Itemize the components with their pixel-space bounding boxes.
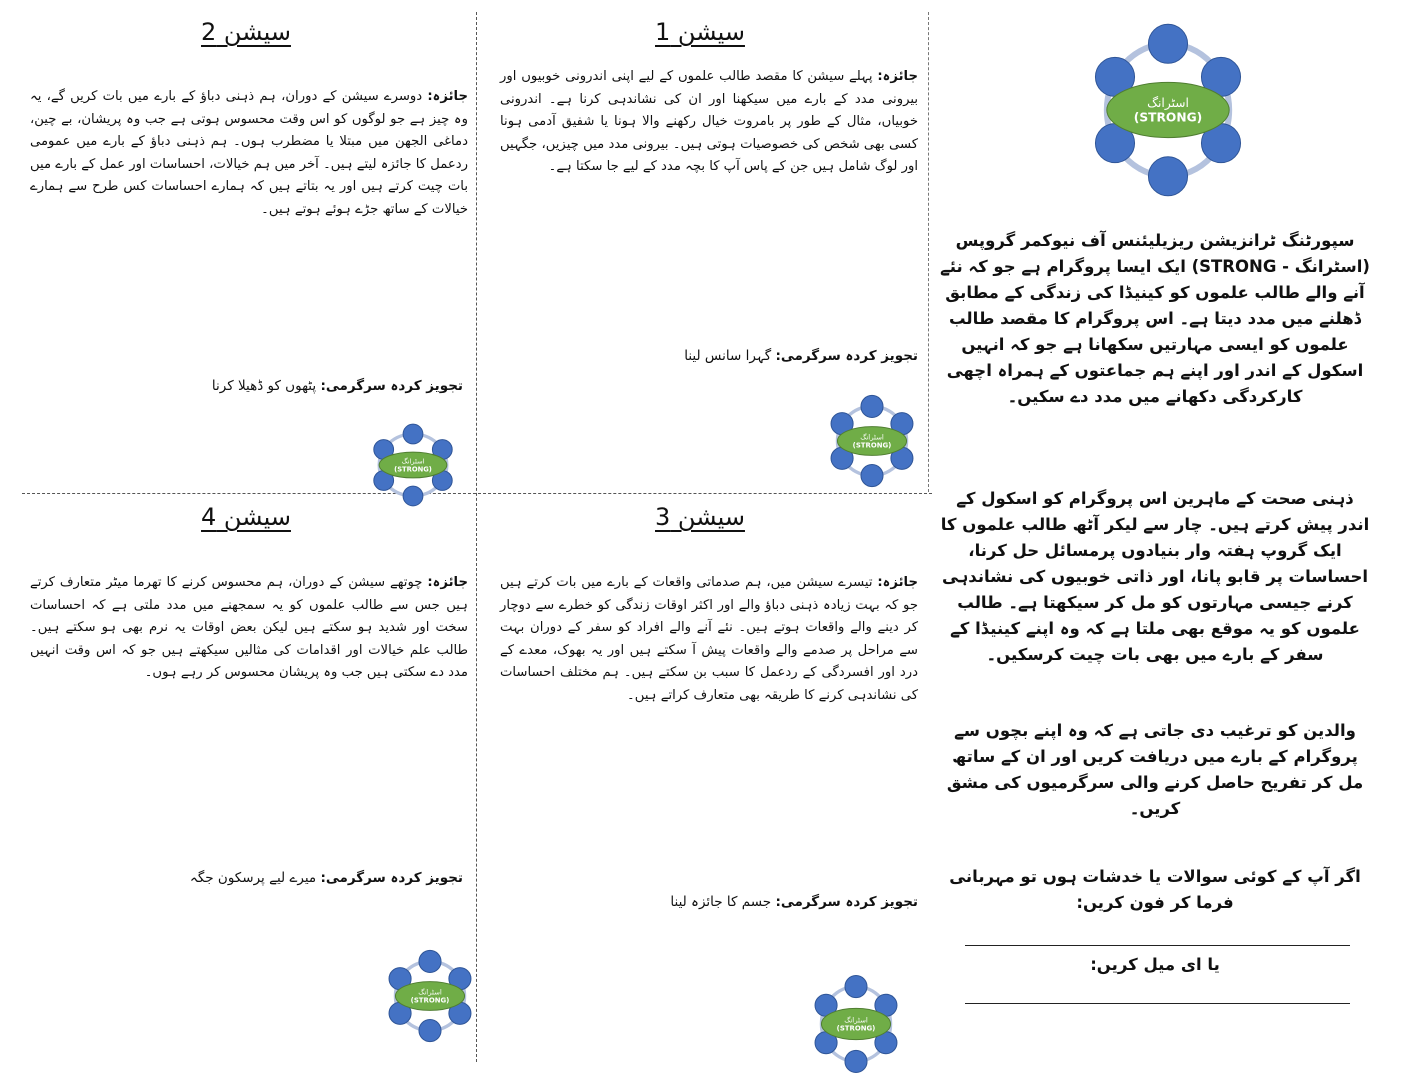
session-1-activity-label: تجویز کردہ سرگرمی: xyxy=(775,348,918,364)
session-2-review-label: جائزہ: xyxy=(427,89,468,104)
email-blank-line xyxy=(965,1003,1350,1004)
session-2-review-text: دوسرے سیشن کے دوران، ہم ذہنی دباؤ کے بارے میں بات کریں گے، یہ وہ چیز ہے جو لوگوں کو اس وقت محسوس ہوتی ہے جب وہ پریشان، بے چین، دماغی الجھن میں مبتلا یا مضطرب ہوں۔ ہم ذہنی دباؤ کے بارے میں عمومی ردعمل کا جائزہ لیتے ہیں۔ آخر میں ہم خیالات، احساسات اور عمل کے بارے میں بات چیت کرتے ہیں اور یہ بتاتے ہیں کہ ہمارے احساسات کس طرح سے ہمارے خیالات کے ساتھ جڑے ہوئے ہوتے ہیں۔ xyxy=(30,89,468,217)
session-4-review-text: چوتھے سیشن کے دوران، ہم محسوس کرنے کا تھرما میٹر متعارف کرتے ہیں جس سے طالب علموں کو یہ سمجھنے میں مدد ملتی ہے کہ احساسات سخت اور شدید ہو سکتے ہیں لیکن بعض اوقات یہ نرم بھی ہو سکتے ہیں۔ طالب علم خیالات اور اقدامات کی مثالیں سیکھتے ہیں جو کہ اس وقت انہیں مدد دے سکتی ہیں جب وہ پریشان محسوس کر رہے ہوں۔ xyxy=(30,575,468,680)
fold-line-vertical xyxy=(476,12,477,1062)
logo-label-en: (STRONG) xyxy=(410,996,450,1005)
logo-label-en: (STRONG) xyxy=(1133,110,1203,125)
strong-logo-session-3 xyxy=(808,972,904,1076)
logo-node xyxy=(845,976,867,998)
logo-node xyxy=(403,424,423,444)
session-1-review-text: پہلے سیشن کا مقصد طالب علموں کے لیے اپنی اندرونی خوبیوں اور بیرونی مدد کے بارے میں سیکھنا اور ان کی نشاندہی کرنا ہے۔ اندرونی خوبیاں، مثال کے طور پر بامروت خیال رکھنے والا ہونا یا شفیق آدمی ہونا کسی بھی شخص کی خصوصیات ہوتی ہیں۔ بیرونی مدد میں چیزیں، جگہیں اور لوگ شامل ہیں جن کے پاس آپ کا بچہ مدد کے لیے جا سکتا ہے۔ xyxy=(500,69,918,174)
logo-label-urdu: اسٹرانگ xyxy=(1147,95,1189,110)
logo-label-en: (STRONG) xyxy=(836,1024,876,1033)
strong-logo-large xyxy=(1083,18,1253,202)
session-3-review-label: جائزہ: xyxy=(877,575,918,590)
session-1-review-label: جائزہ: xyxy=(877,69,918,84)
session-3-review xyxy=(500,572,918,707)
session-4-review-label: جائزہ: xyxy=(427,575,468,590)
session-3-activity-text: جسم کا جائزہ لینا xyxy=(670,894,772,910)
session-2-title: سیشن 2 xyxy=(201,18,291,46)
logo-label-en: (STRONG) xyxy=(394,465,432,474)
logo-node xyxy=(1148,24,1187,63)
session-1-activity-text: گہرا سانس لینا xyxy=(684,348,772,364)
session-4-activity xyxy=(190,870,463,886)
phone-blank-line xyxy=(965,945,1350,946)
contact-phone-prompt: اگر آپ کے کوئی سوالات یا خدشات ہوں تو مہربانی فرما کر فون کریں: xyxy=(949,867,1361,912)
logo-node xyxy=(1148,157,1187,196)
session-3-review-text: تیسرے سیشن میں، ہم صدماتی واقعات کے بارے میں بات کرتے ہیں جو کہ بہت زیادہ ذہنی دباؤ والے اور اکثر اوقات زندگی کو خطرے سے دوچار کر دینے والے واقعات ہوتے ہیں۔ نئے آنے والے افراد کو سفر کے دوران بہت سے مراحل پر صدمے والے واقعات پیش آ سکتے ہیں اور یہ بھوک، معدے کے درد اور افسردگی کے ردعمل کا سبب بن سکتے ہیں۔ ہم مختلف احساسات کی نشاندہی کرنے کا طریقہ بھی متعارف کراتے ہیں۔ xyxy=(500,575,918,703)
logo-label-urdu: اسٹرانگ xyxy=(844,1016,868,1025)
logo-node xyxy=(419,950,441,972)
session-4-activity-label: تجویز کردہ سرگرمی: xyxy=(320,870,463,886)
session-4-activity-text: میرے لیے پرسکون جگہ xyxy=(189,870,317,886)
logo-node xyxy=(861,465,883,487)
logo-label-en: (STRONG) xyxy=(852,441,892,450)
logo-node xyxy=(845,1050,867,1072)
fold-line-horizontal xyxy=(22,493,932,494)
contact-email-prompt: یا ای میل کریں: xyxy=(1090,955,1220,974)
session-2-activity-text: پٹھوں کو ڈھیلا کرنا xyxy=(211,378,317,394)
session-4-review xyxy=(30,572,468,685)
logo-label-urdu: اسٹرانگ xyxy=(860,433,884,442)
logo-node xyxy=(861,395,883,417)
logo-label-urdu: اسٹرانگ xyxy=(418,988,442,997)
session-3-activity-label: تجویز کردہ سرگرمی: xyxy=(775,894,918,910)
session-3-activity xyxy=(670,894,918,910)
session-4-title: سیشن 4 xyxy=(201,503,291,531)
logo-node xyxy=(403,486,423,506)
session-1-title: سیشن 1 xyxy=(655,18,745,46)
intro-paragraph-1: سپورٹنگ ٹرانزیشن ریزیلیئنس آف نیوکمر گروپس (اسٹرانگ - STRONG) ایک ایسا پروگرام ہے جو کہ نئے آنے والے طالب علموں کو کینیڈا کی زندگی کے مطابق ڈھلنے میں مدد دیتا ہے۔ اس پروگرام کا مقصد طالب علموں کو ایسی مہارتیں سکھانا ہے جو کہ انہیں اسکول کے اندر اور اپنے ہم جماعتوں کے ہمراہ اچھی کارکردگی دکھانے میں مدد دے سکیں۔ xyxy=(940,231,1370,406)
logo-node xyxy=(419,1020,441,1042)
session-2-activity-label: تجویز کردہ سرگرمی: xyxy=(320,378,463,394)
session-2-review xyxy=(30,86,468,221)
strong-logo-session-2 xyxy=(366,422,460,508)
strong-logo-session-4 xyxy=(382,948,478,1044)
intro-paragraph-3: والدین کو ترغیب دی جاتی ہے کہ وہ اپنے بچوں سے پروگرام کے بارے میں دریافت کریں اور ان کے ساتھ مل کر تفریح حاصل کرنے والی سرگرمیوں کی مشق کریں۔ xyxy=(946,721,1364,818)
logo-label-urdu: اسٹرانگ xyxy=(401,457,425,466)
session-3-title: سیشن 3 xyxy=(655,503,745,531)
session-1-review xyxy=(500,66,918,179)
session-2-activity xyxy=(212,378,463,394)
intro-paragraph-2: ذہنی صحت کے ماہرین اس پروگرام کو اسکول کے اندر پیش کرتے ہیں۔ چار سے لیکر آٹھ طالب علموں کا ایک گروپ ہفتہ وار بنیادوں پرمسائل حل کرنا، احساسات پر قابو پانا، اور ذاتی خوبیوں کی نشاندہی کرنے جیسی مہارتوں کو مل کر سیکھتا ہے۔ طالب علموں کو یہ موقع بھی ملتا ہے کہ وہ اپنے کینیڈا کے سفر کے بارے میں بھی بات چیت کرسکیں۔ xyxy=(940,489,1370,664)
fold-line-vertical-right xyxy=(928,12,929,492)
strong-logo-session-1 xyxy=(824,393,920,489)
session-1-activity xyxy=(684,348,918,364)
